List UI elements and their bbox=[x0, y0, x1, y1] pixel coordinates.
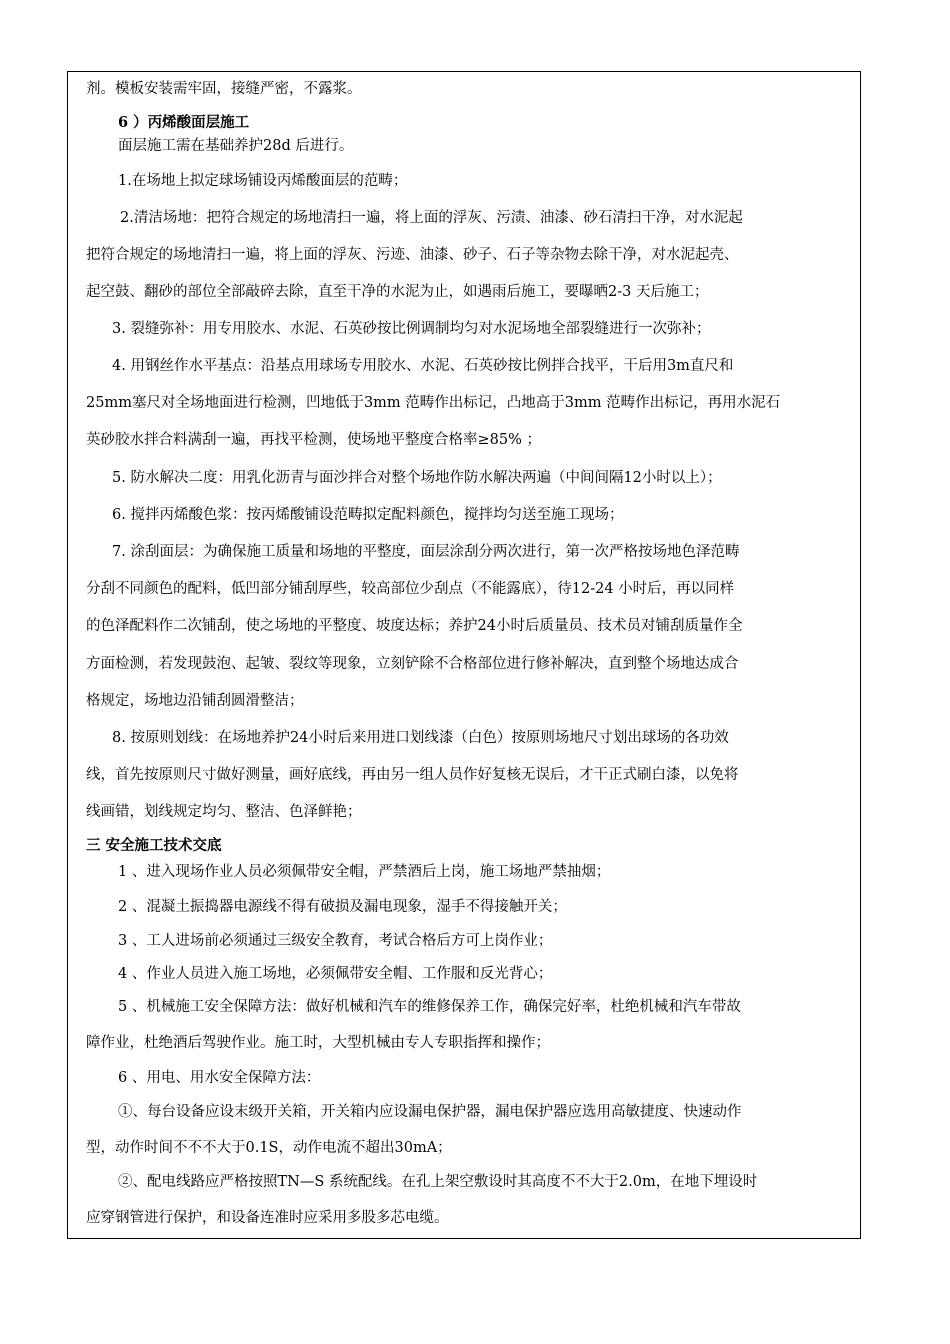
text-line: 6 、用电、用水安全保障方法： bbox=[118, 1070, 321, 1086]
text-line: 5. 防水解决二度：用乳化沥青与面沙拌合对整个场地作防水解决两遍（中间间隔12小时以上）； bbox=[112, 470, 722, 486]
text-line: 25mm塞尺对全场地面进行检测，凹地低于3mm 范畴作出标记，凸地高于3mm 范畴作出标记，再用水泥石 bbox=[86, 395, 781, 411]
text-line: 障作业，杜绝酒后驾驶作业。施工时，大型机械由专人专职指挥和操作； bbox=[86, 1035, 550, 1051]
text-line: ①、每台设备应设末级开关箱，开关箱内应设漏电保护器，漏电保护器应选用高敏捷度、快速动作 bbox=[118, 1104, 742, 1120]
text-line: 线画错，划线规定均匀、整洁、色泽鲜艳； bbox=[86, 804, 362, 820]
text-line: 4. 用钢丝作水平基点：沿基点用球场专用胶水、水泥、石英砂按比例拌合找平，干后用3m直尺和 bbox=[112, 358, 734, 374]
text-line: 把符合规定的场地清扫一遍，将上面的浮灰、污迹、油漆、砂子、石子等杂物去除干净，对水泥起壳、 bbox=[86, 247, 739, 263]
text-line: 格规定，场地边沿铺刮圆滑整洁； bbox=[86, 693, 304, 709]
section-heading: 6 ）丙烯酸面层施工 bbox=[118, 114, 250, 131]
text-line: 3. 裂缝弥补：用专用胶水、水泥、石英砂按比例调制均匀对水泥场地全部裂缝进行一次弥补； bbox=[112, 321, 711, 337]
text-line: 2 、混凝土振捣器电源线不得有破损及漏电现象，湿手不得接触开关； bbox=[118, 899, 567, 915]
text-line: 面层施工需在基础养护28d 后进行。 bbox=[118, 138, 354, 154]
text-line: 6. 搅拌丙烯酸色浆：按丙烯酸铺设范畴拟定配料颜色，搅拌均匀送至施工现场； bbox=[112, 507, 624, 523]
text-line: 2.清洁场地：把符合规定的场地清扫一遍，将上面的浮灰、污渍、油漆、砂石清扫干净，对水泥起 bbox=[120, 210, 743, 226]
text-line: 型，动作时间不不不大于0.1S，动作电流不超出30mA； bbox=[86, 1140, 452, 1156]
text-line: 应穿钢管进行保护，和设备连准时应采用多股多芯电缆。 bbox=[86, 1210, 449, 1226]
text-line: 方面检测，若发现鼓泡、起皱、裂纹等现象，立刻铲除不合格部位进行修补解决，直到整个场地达成合 bbox=[86, 656, 739, 672]
section-heading: 三 安全施工技术交底 bbox=[86, 837, 222, 854]
text-line: 1.在场地上拟定球场铺设丙烯酸面层的范畴； bbox=[118, 173, 408, 189]
text-line: 起空鼓、翻砂的部位全部敲碎去除，直至干净的水泥为止，如遇雨后施工，要曝晒2-3 天后施工； bbox=[86, 284, 709, 300]
text-line: 线，首先按原则尺寸做好测量，画好底线，再由另一组人员作好复核无误后，才干正式刷白漆，以免将 bbox=[86, 767, 739, 783]
text-line: 7. 涂刮面层：为确保施工质量和场地的平整度，面层涂刮分两次进行，第一次严格按场地色泽范畴 bbox=[112, 544, 740, 560]
text-line: 1 、进入现场作业人员必须佩带安全帽，严禁酒后上岗，施工场地严禁抽烟； bbox=[118, 864, 611, 880]
text-line: 4 、作业人员进入施工场地，必须佩带安全帽、工作服和反光背心； bbox=[118, 966, 553, 982]
text-line: 的色泽配料作二次铺刮，使之场地的平整度、坡度达标；养护24小时后质量员、技术员对铺刮质量作全 bbox=[86, 618, 743, 634]
text-line: 8. 按原则划线：在场地养护24小时后来用进口划线漆（白色）按原则场地尺寸划出球场的各功效 bbox=[112, 730, 729, 746]
text-line: 5 、机械施工安全保障方法：做好机械和汽车的维修保养工作，确保完好率，杜绝机械和汽车带故 bbox=[118, 999, 741, 1015]
text-line: 3 、工人进场前必须通过三级安全教育，考试合格后方可上岗作业； bbox=[118, 933, 553, 949]
text-line: 分刮不同颜色的配料，低凹部分铺刮厚些，较高部位少刮点（不能露底），待12-24 小时后，再以同样 bbox=[86, 581, 735, 597]
text-line: 英砂胶水拌合料满刮一遍，再找平检测，使场地平整度合格率≥85% ； bbox=[86, 432, 541, 448]
text-line: 剂。模板安装需牢固，接缝严密，不露浆。 bbox=[86, 81, 362, 97]
text-line: ②、配电线路应严格按照TN—S 系统配线。在孔上架空敷设时其高度不不大于2.0m，在地下埋设时 bbox=[118, 1174, 758, 1190]
